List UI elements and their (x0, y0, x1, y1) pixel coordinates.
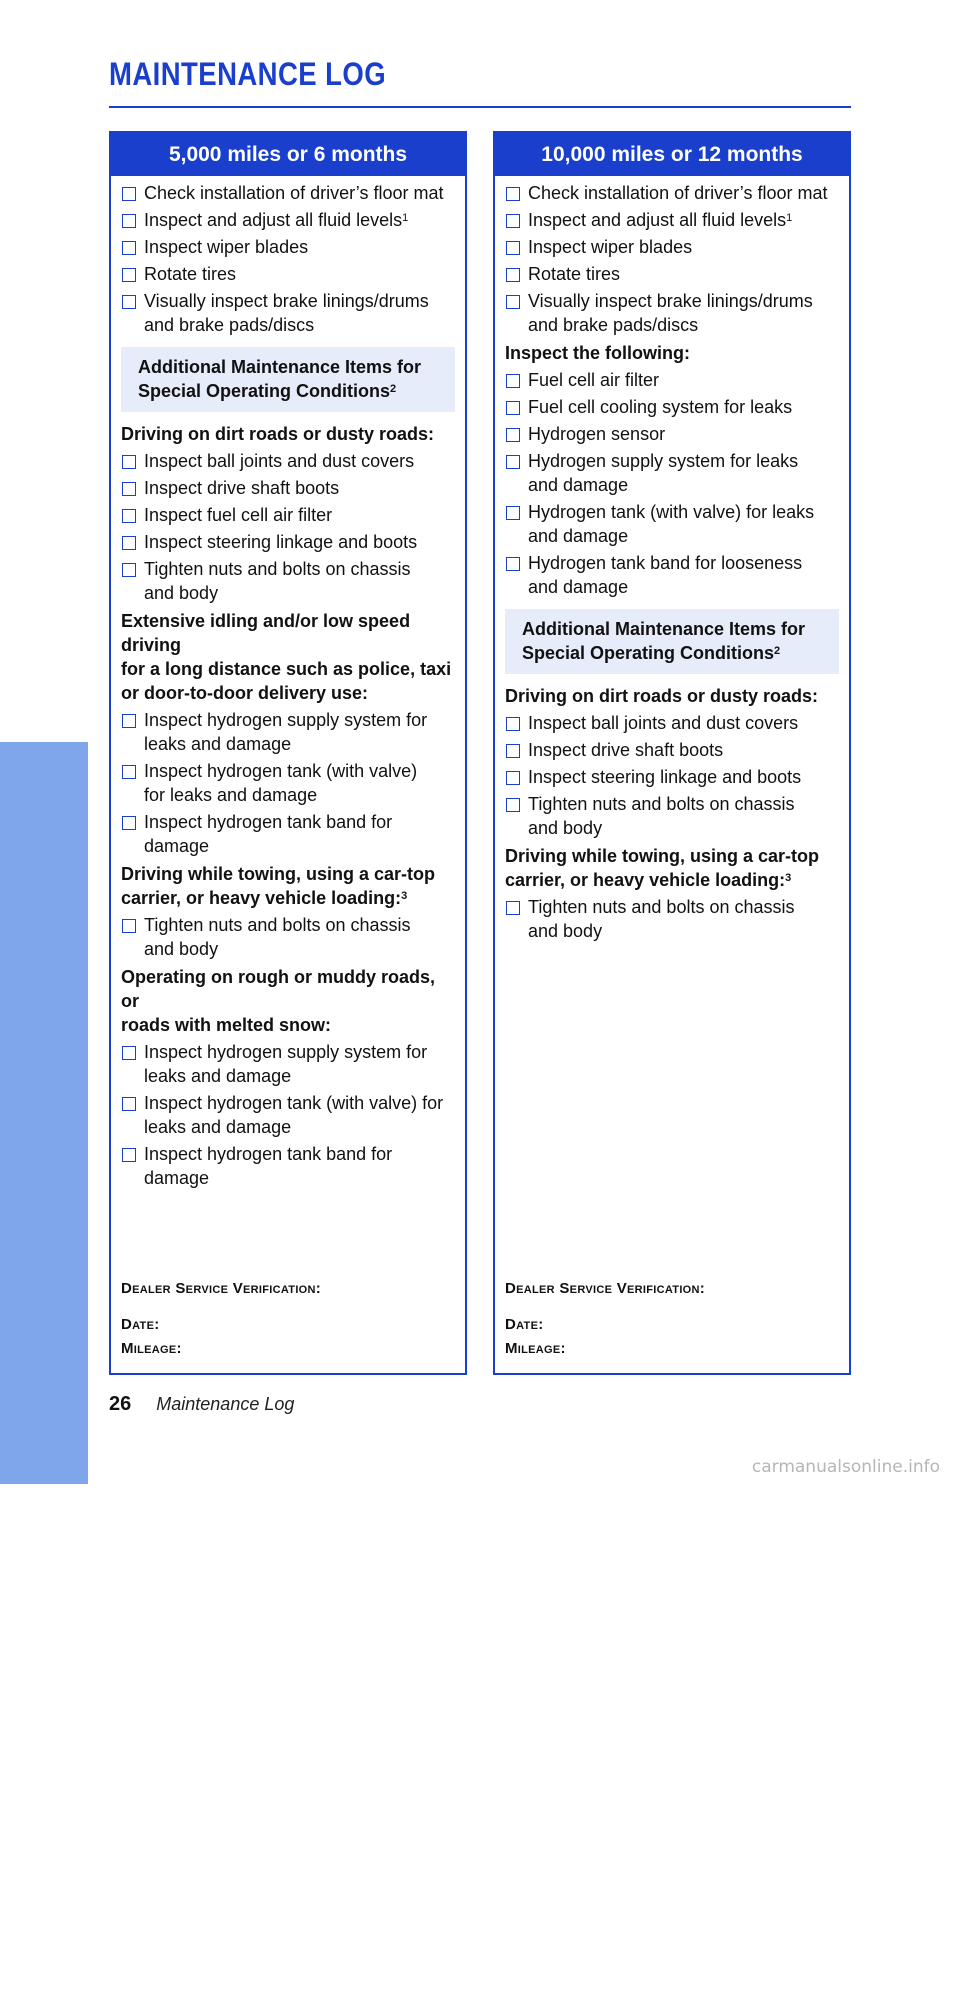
checklist-item-text: Hydrogen supply system for leaks (528, 451, 799, 471)
heading-text: for a long distance such as police, taxi (121, 659, 452, 679)
checklist-item-text: Rotate tires (144, 264, 237, 284)
checklist-item (505, 181, 839, 205)
checkbox-icon[interactable] (506, 295, 520, 309)
checklist-item-text: Hydrogen sensor (528, 424, 666, 444)
checklist-item (505, 738, 839, 762)
checklist-item-text: Inspect ball joints and dust covers (144, 451, 415, 471)
checklist-item (505, 551, 839, 599)
checkbox-icon[interactable] (506, 557, 520, 571)
checklist-item-text: and damage (528, 475, 629, 495)
checkbox-icon[interactable] (122, 187, 136, 201)
checklist-item (505, 711, 839, 735)
section-heading (505, 684, 839, 708)
checklist-item (505, 208, 839, 232)
checklist-item (121, 708, 455, 756)
page-title: MAINTENANCE LOG (109, 56, 387, 92)
checklist-item (505, 235, 839, 259)
checkbox-icon[interactable] (506, 214, 520, 228)
heading-text: Inspect the following: (505, 343, 690, 363)
checkbox-icon[interactable] (506, 901, 520, 915)
checklist-item (121, 181, 455, 205)
column-body (111, 176, 465, 1190)
checklist-item (121, 208, 455, 232)
checklist-item-text: Check installation of driver’s floor mat (528, 183, 828, 203)
heading-text: Extensive idling and/or low speed driving (121, 611, 411, 655)
checkbox-icon[interactable] (506, 506, 520, 520)
checkbox-icon[interactable] (122, 536, 136, 550)
title-rule (109, 106, 851, 108)
mileage-label: Mileage: (505, 1340, 566, 1357)
page-number: 26 (109, 1393, 132, 1415)
checkbox-icon[interactable] (506, 744, 520, 758)
heading-text: Driving on dirt roads or dusty roads: (121, 424, 435, 444)
footer-label: Maintenance Log (156, 1394, 295, 1414)
heading-text: Special Operating Conditions (138, 381, 391, 401)
checkbox-icon[interactable] (122, 482, 136, 496)
checklist-item-text: Inspect steering linkage and boots (528, 767, 802, 787)
checklist-item-text: and body (528, 818, 603, 838)
checklist-item (121, 235, 455, 259)
heading-text: Additional Maintenance Items for (138, 357, 422, 377)
checkbox-icon[interactable] (122, 765, 136, 779)
heading-text: carrier, or heavy vehicle loading: (121, 888, 402, 908)
heading-text: or door-to-door delivery use: (121, 683, 369, 703)
checklist-item (121, 262, 455, 286)
side-tab-label: MAINTENANCE (23, 1695, 64, 2013)
mileage-label: Mileage: (121, 1340, 182, 1357)
date-label: Date: (121, 1316, 160, 1333)
checklist-item (505, 262, 839, 286)
checklist-item-text: and body (144, 583, 219, 603)
checklist-item-text: leaks and damage (144, 1117, 292, 1137)
checklist-item (121, 289, 455, 337)
checklist-item (121, 530, 455, 554)
checklist-item-text: and damage (528, 526, 629, 546)
checklist-item-text: Inspect and adjust all fluid levels (144, 210, 403, 230)
special-conditions-box (121, 347, 455, 412)
checkbox-icon[interactable] (122, 268, 136, 282)
checkbox-icon[interactable] (122, 1148, 136, 1162)
section-heading (121, 862, 455, 910)
side-tab (0, 742, 88, 2013)
checklist-item (505, 395, 839, 419)
checklist-item-text: Fuel cell air filter (528, 370, 660, 390)
checklist-item (121, 913, 455, 961)
checklist-item-text: leaks and damage (144, 734, 292, 754)
checkbox-icon[interactable] (506, 374, 520, 388)
checklist-item (121, 476, 455, 500)
checklist-item (121, 1091, 455, 1139)
checkbox-icon[interactable] (122, 214, 136, 228)
checklist-item-text: Inspect hydrogen tank (with valve) for (144, 1093, 444, 1113)
date-label: Date: (505, 1316, 544, 1333)
checklist-item-text: and brake pads/discs (528, 315, 699, 335)
section-heading (505, 341, 839, 365)
checkbox-icon[interactable] (122, 1097, 136, 1111)
checklist-item-text: Tighten nuts and bolts on chassis (528, 794, 795, 814)
checklist-item-text: leaks and damage (144, 1066, 292, 1086)
checklist-item-text: Inspect drive shaft boots (528, 740, 724, 760)
checklist-item-text: Rotate tires (528, 264, 621, 284)
checklist-item (121, 810, 455, 858)
checkbox-icon[interactable] (506, 428, 520, 442)
checkbox-icon[interactable] (122, 295, 136, 309)
heading-text: Additional Maintenance Items for (522, 619, 806, 639)
footnote-ref: 1 (786, 212, 793, 224)
checklist-item-text: and brake pads/discs (144, 315, 315, 335)
checkbox-icon[interactable] (122, 455, 136, 469)
checklist-item-text: Hydrogen tank (with valve) for leaks (528, 502, 815, 522)
checklist-item (121, 449, 455, 473)
checkbox-icon[interactable] (506, 187, 520, 201)
checkbox-icon[interactable] (506, 241, 520, 255)
checkbox-icon[interactable] (122, 509, 136, 523)
column-body (495, 176, 849, 943)
checklist-item (505, 792, 839, 840)
column-header: 10,000 miles or 12 months (495, 133, 849, 176)
dealer-service-verification-label: Dealer Service Verification: (121, 1280, 322, 1297)
section-heading (121, 965, 455, 1037)
heading-text: Special Operating Conditions (522, 643, 775, 663)
heading-text: carrier, or heavy vehicle loading: (505, 870, 786, 890)
footnote-ref: 1 (402, 212, 409, 224)
checklist-item-text: Inspect steering linkage and boots (144, 532, 418, 552)
checklist-item-text: for leaks and damage (144, 785, 318, 805)
heading-text: Driving while towing, using a car-top (505, 846, 820, 866)
checkbox-icon[interactable] (506, 401, 520, 415)
section-heading (121, 422, 455, 446)
checklist-item (505, 422, 839, 446)
dealer-verification (121, 1277, 321, 1361)
checklist-item-text: Hydrogen tank band for looseness (528, 553, 803, 573)
dealer-service-verification-label: Dealer Service Verification: (505, 1280, 706, 1297)
checklist-item-text: Inspect fuel cell air filter (144, 505, 333, 525)
section-heading (121, 609, 455, 705)
watermark: carmanualsonline.info (751, 1457, 940, 1477)
checklist-item-text: Visually inspect brake linings/drums (144, 291, 429, 311)
checklist-item-text: Visually inspect brake linings/drums (528, 291, 813, 311)
checklist-item (505, 368, 839, 392)
section-heading (505, 844, 839, 892)
checklist-item-text: Inspect hydrogen tank band for damage (144, 1144, 393, 1188)
checkbox-icon[interactable] (506, 268, 520, 282)
checklist-item-text: Tighten nuts and bolts on chassis (528, 897, 795, 917)
checkbox-icon[interactable] (506, 798, 520, 812)
checklist-item (505, 895, 839, 943)
checklist-item-text: Check installation of driver’s floor mat (144, 183, 444, 203)
checklist-item (505, 500, 839, 548)
checkbox-icon[interactable] (506, 455, 520, 469)
checklist-item-text: Inspect hydrogen tank band for damage (144, 812, 393, 856)
checklist-item (505, 765, 839, 789)
column-header: 5,000 miles or 6 months (111, 133, 465, 176)
checklist-item (121, 1040, 455, 1088)
checklist-item-text: and body (528, 921, 603, 941)
checklist-item-text: Inspect and adjust all fluid levels (528, 210, 787, 230)
checklist-item (121, 557, 455, 605)
checklist-item (121, 759, 455, 807)
checkbox-icon[interactable] (122, 919, 136, 933)
special-conditions-box (505, 609, 839, 674)
checklist-item-text: and damage (528, 577, 629, 597)
checklist-item-text: Inspect hydrogen tank (with valve) (144, 761, 418, 781)
checkbox-icon[interactable] (506, 771, 520, 785)
checklist-item-text: Inspect hydrogen supply system for (144, 710, 428, 730)
checkbox-icon[interactable] (122, 714, 136, 728)
schedule-column-5000 (109, 131, 467, 1375)
checkbox-icon[interactable] (122, 1046, 136, 1060)
checklist-item (121, 503, 455, 527)
footnote-ref: 2 (390, 383, 397, 395)
checklist-item (121, 1142, 455, 1190)
checklist-item-text: Inspect wiper blades (144, 237, 309, 257)
heading-text: roads with melted snow: (121, 1015, 332, 1035)
heading-text: Driving on dirt roads or dusty roads: (505, 686, 819, 706)
checklist-item-text: Tighten nuts and bolts on chassis (144, 559, 411, 579)
checkbox-icon[interactable] (506, 717, 520, 731)
footnote-ref: 3 (785, 872, 792, 884)
checkbox-icon[interactable] (122, 816, 136, 830)
checkbox-icon[interactable] (122, 241, 136, 255)
checklist-item-text: and body (144, 939, 219, 959)
checklist-item-text: Inspect hydrogen supply system for (144, 1042, 428, 1062)
heading-text: Operating on rough or muddy roads, or (121, 967, 436, 1011)
checkbox-icon[interactable] (122, 563, 136, 577)
schedule-column-10000 (493, 131, 851, 1375)
footnote-ref: 3 (401, 890, 408, 902)
checklist-item-text: Inspect wiper blades (528, 237, 693, 257)
page-footer (109, 1393, 294, 1416)
footnote-ref: 2 (774, 645, 781, 657)
checklist-item (505, 289, 839, 337)
heading-text: Driving while towing, using a car-top (121, 864, 436, 884)
checklist-item-text: Fuel cell cooling system for leaks (528, 397, 793, 417)
checklist-item-text: Inspect ball joints and dust covers (528, 713, 799, 733)
checklist-item (505, 449, 839, 497)
dealer-verification (505, 1277, 705, 1361)
checklist-item-text: Inspect drive shaft boots (144, 478, 340, 498)
checklist-item-text: Tighten nuts and bolts on chassis (144, 915, 411, 935)
